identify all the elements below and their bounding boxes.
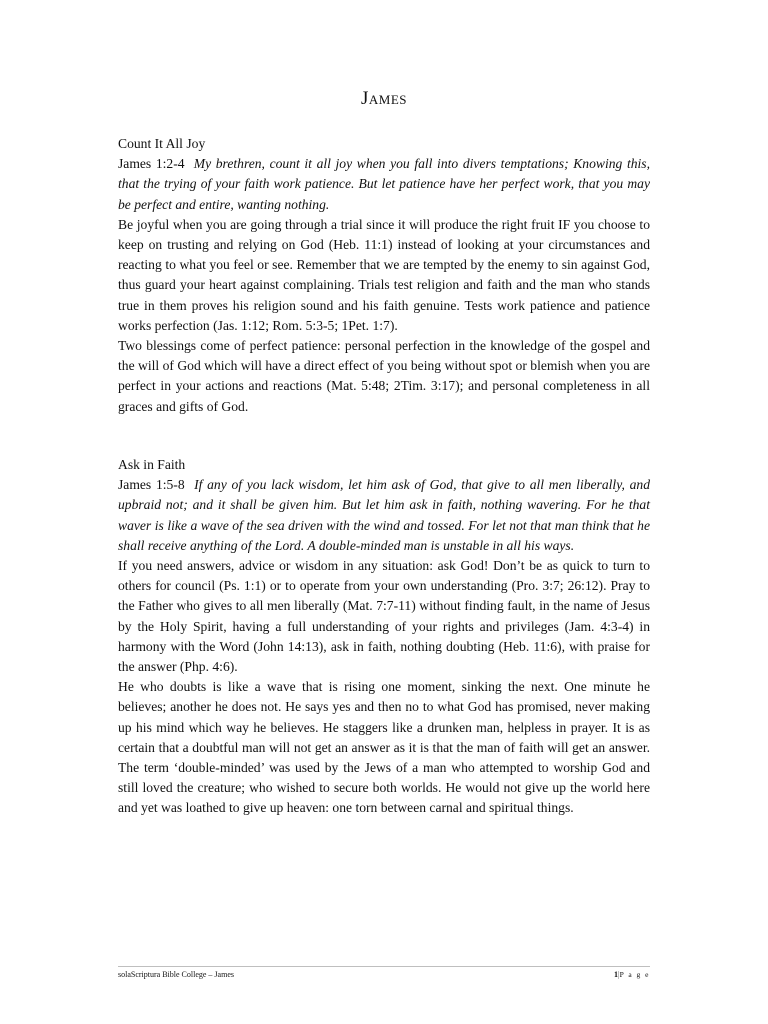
page-title: James — [360, 88, 407, 109]
section-count-it-all-joy — [118, 134, 650, 417]
scripture-verse — [118, 154, 650, 215]
page-number: 1 — [613, 970, 618, 979]
footer-source: solaScriptura Bible College – James — [118, 970, 234, 979]
scripture-reference: James 1:2-4 — [118, 156, 185, 172]
section-ask-in-faith — [118, 455, 650, 819]
footer-page-indicator — [614, 970, 650, 980]
section-heading: Ask in Faith — [118, 457, 186, 472]
scripture-text: If any of you lack wisdom, let him ask of God, that give to all men liberally, and upbraid not; and it shall be given him. But let him ask in faith, nothing wavering. For he that waver is like a wave of the sea driven with the wind and tossed. For let not that man think that he shall receive anything of the Lord. A double-minded man is unstable in all his ways. — [118, 477, 650, 553]
commentary-paragraph: He who doubts is like a wave that is rising one moment, sinking the next. One minute he believes; another he does not. He says yes and then no to what God has promised, never making up his mind which way he believes. He staggers like a drunken man, helpless in prayer. It is as certain that a doubtful man will not get an answer as it is that the man of faith will get an answer. The term ‘double-minded’ was used by the Jews of a man who attempted to worship God and still loved the creature; who wished to secure both worlds. He would not give up the world here and yet was loathed to give up heaven: one torn between carnal and spiritual things. — [118, 679, 650, 816]
scripture-reference: James 1:5-8 — [118, 477, 185, 493]
section-heading: Count It All Joy — [118, 136, 206, 151]
commentary-paragraph: Be joyful when you are going through a trial since it will produce the right fruit IF you choose to keep on trusting and relying on God (Heb. 11:1) instead of looking at your circumstances and reacting to what you feel or see. Remember that we are tempted by the enemy to sin against God, thus guard your heart against complaining. Trials test religion and faith and the man who stands true in them proves his religion sound and his faith genuine. Tests work patience and patience works perfection (Jas. 1:12; Rom. 5:3-5; 1Pet. 1:7). — [118, 216, 650, 333]
commentary-paragraph: Two blessings come of perfect patience: personal perfection in the knowledge of the gospel and the will of God which will have a direct effect of you being without spot or blemish when you are perfect in your actions and reactions (Mat. 5:48; 2Tim. 3:17); and personal completeness in all graces and gifts of God. — [118, 338, 650, 414]
page-label: P a g e — [619, 970, 650, 979]
commentary-paragraph: If you need answers, advice or wisdom in any situation: ask God! Don’t be as quick to turn to others for council (Ps. 1:1) or to operate from your own understanding (Pro. 3:7; 26:12). Pray to the Father who gives to all men liberally (Mat. 7:7-11) without finding fault, in the name of Jesus by the Holy Spirit, having a full understanding of your rights and privileges (Jam. 4:3-4) in harmony with the Word (John 14:13), ask in faith, nothing doubting (Heb. 11:6), with praise for the answer (Php. 4:6). — [118, 558, 650, 675]
scripture-verse — [118, 475, 650, 556]
page-separator: | — [617, 970, 620, 979]
page-footer — [118, 966, 650, 980]
scripture-text: My brethren, count it all joy when you fall into divers temptations; Knowing this, that the trying of your faith work patience. But let patience have her perfect work, that you may be perfect and entire, wanting nothing. — [118, 156, 650, 212]
